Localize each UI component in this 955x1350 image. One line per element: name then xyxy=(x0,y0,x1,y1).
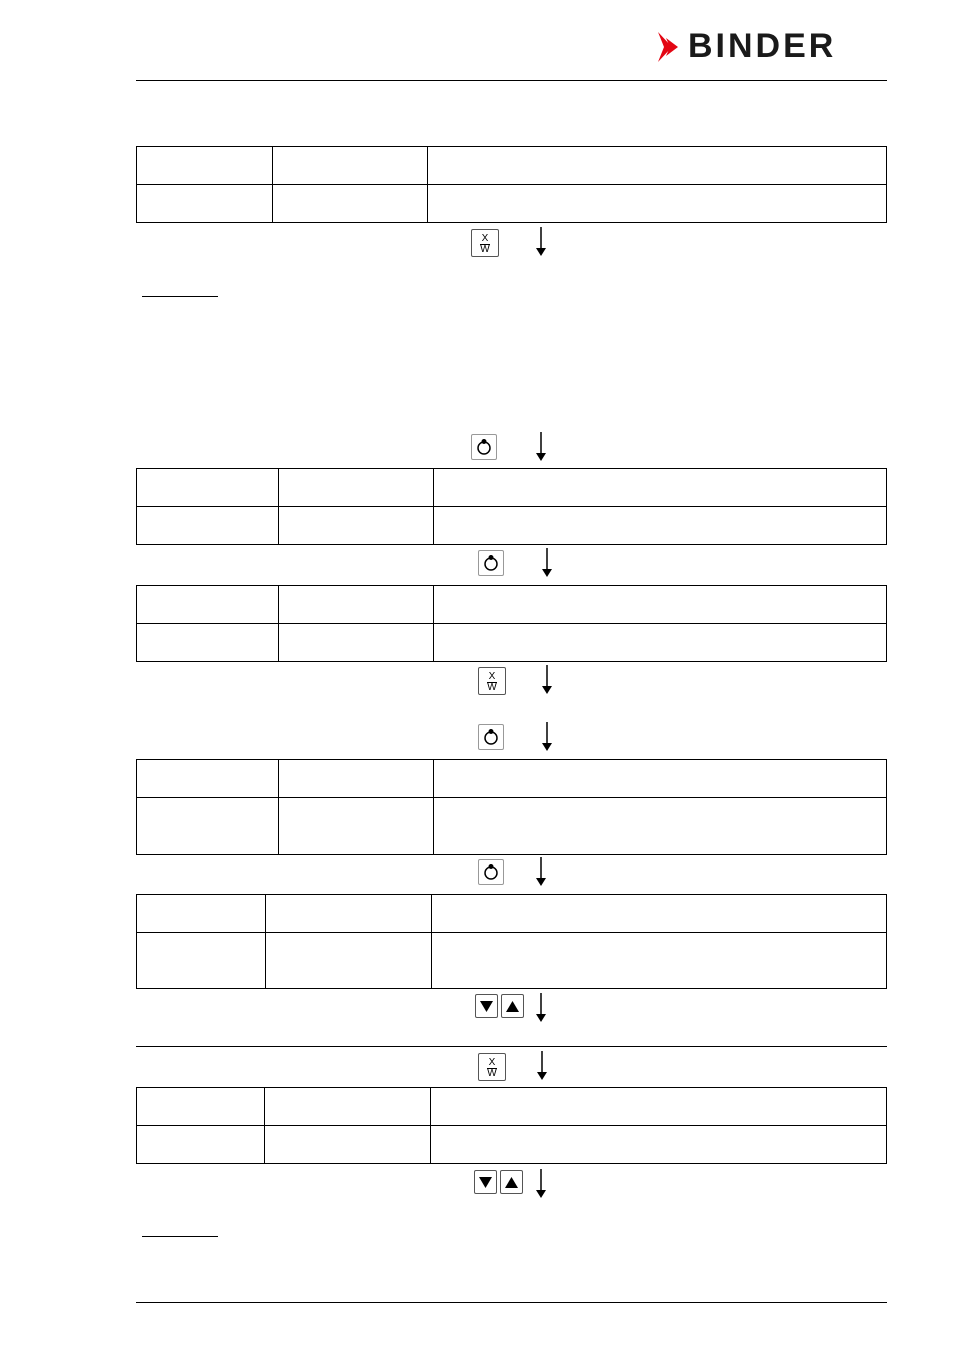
table-cell xyxy=(137,469,279,507)
table-cell xyxy=(432,933,887,989)
table-cell xyxy=(431,1126,887,1164)
table-cell xyxy=(434,586,887,624)
binder-logo xyxy=(656,27,888,66)
parameter-table-5 xyxy=(136,894,887,989)
table-cell xyxy=(137,586,279,624)
table-cell xyxy=(265,1126,431,1164)
table-cell xyxy=(137,147,273,185)
table-cell xyxy=(279,586,434,624)
table-cell xyxy=(434,760,887,798)
table-cell xyxy=(137,798,279,855)
table-cell xyxy=(137,1126,265,1164)
program-key-icon[interactable] xyxy=(478,859,504,885)
table-cell xyxy=(137,933,266,989)
program-key-icon[interactable] xyxy=(478,550,504,576)
table-cell xyxy=(428,147,887,185)
table-cell xyxy=(434,469,887,507)
down-arrow-icon xyxy=(535,432,547,462)
parameter-table-2 xyxy=(136,468,887,545)
table-cell xyxy=(273,147,428,185)
table-cell xyxy=(265,1088,431,1126)
down-arrow-icon xyxy=(535,993,547,1023)
xw-key-icon[interactable]: X W xyxy=(471,229,499,257)
parameter-table-6 xyxy=(136,1087,887,1164)
note-underline xyxy=(142,1236,218,1237)
down-arrow-icon xyxy=(536,1051,548,1081)
xw-key-icon[interactable]: X W xyxy=(478,1053,506,1081)
program-key-icon[interactable] xyxy=(471,434,497,460)
header-rule xyxy=(136,80,887,81)
table-cell xyxy=(434,798,887,855)
parameter-table-1 xyxy=(136,146,887,223)
table-cell xyxy=(137,507,279,545)
up-key-icon[interactable] xyxy=(501,994,524,1018)
section-rule xyxy=(136,1046,887,1047)
table-cell xyxy=(266,933,432,989)
down-arrow-icon xyxy=(541,548,553,578)
table-cell xyxy=(273,185,428,223)
table-cell xyxy=(137,185,273,223)
down-arrow-icon xyxy=(535,857,547,887)
table-cell xyxy=(279,798,434,855)
parameter-table-3 xyxy=(136,585,887,662)
parameter-table-4 xyxy=(136,759,887,855)
down-arrow-icon xyxy=(535,227,547,257)
up-key-icon[interactable] xyxy=(500,1170,523,1194)
table-cell xyxy=(266,895,432,933)
table-cell xyxy=(279,624,434,662)
brand-name: BINDER xyxy=(688,27,837,65)
table-cell xyxy=(137,895,266,933)
table-cell xyxy=(432,895,887,933)
table-cell xyxy=(137,1088,265,1126)
table-cell xyxy=(279,760,434,798)
down-arrow-icon xyxy=(541,665,553,695)
logo-mark-icon xyxy=(656,30,684,66)
table-cell xyxy=(434,624,887,662)
table-cell xyxy=(428,185,887,223)
down-arrow-icon xyxy=(541,722,553,752)
table-cell xyxy=(137,624,279,662)
down-arrow-icon xyxy=(535,1169,547,1199)
table-cell xyxy=(279,507,434,545)
footer-rule xyxy=(136,1302,887,1303)
table-cell xyxy=(431,1088,887,1126)
down-key-icon[interactable] xyxy=(475,994,498,1018)
xw-key-icon[interactable]: X W xyxy=(478,667,506,695)
table-cell xyxy=(279,469,434,507)
down-key-icon[interactable] xyxy=(474,1170,497,1194)
table-cell xyxy=(434,507,887,545)
note-underline xyxy=(142,296,218,297)
program-key-icon[interactable] xyxy=(478,724,504,750)
table-cell xyxy=(137,760,279,798)
